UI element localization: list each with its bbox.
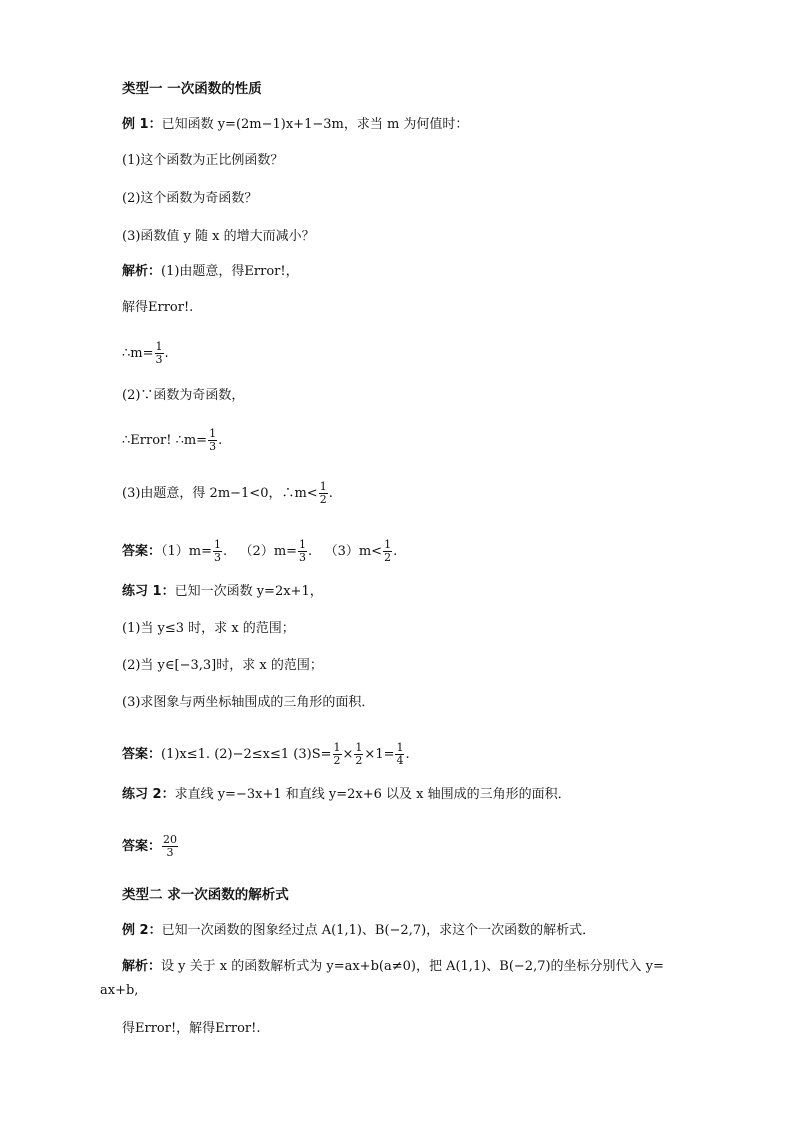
- practice2-answer: [122, 834, 179, 859]
- example2-solution-line2: ax+b,: [100, 983, 139, 998]
- answer-3: （3）m<: [324, 544, 383, 559]
- example1-label: 例 1：: [122, 117, 162, 132]
- answer-label: 答案：: [122, 747, 162, 762]
- example2-label: 例 2：: [122, 923, 162, 938]
- example1-solution-1c: ∴m= $\frac{1}{3}$ .: [122, 340, 169, 366]
- frac-num: 1: [155, 340, 163, 353]
- frac-den: 2: [384, 551, 392, 564]
- frac-num: 1: [209, 427, 217, 440]
- practice1-q3: (3)求图象与两坐标轴围成的三角形的面积．: [122, 695, 375, 710]
- solution-3-text: (3)由题意，得 2m−1<0，∴m<: [122, 486, 318, 501]
- practice2-label: 练习 2：: [122, 787, 175, 802]
- frac-den: 3: [209, 440, 217, 453]
- example2-text: 已知一次函数的图象经过点 A(1,1)、B(−2,7)，求这个一次函数的解析式．: [161, 923, 596, 938]
- frac-num: 1: [299, 538, 307, 551]
- example2-solution-text: 设 y 关于 x 的函数解析式为 y=ax+b(a≠0)，把 A(1,1)、B(−2,7)的坐标分别代入 y=: [161, 959, 664, 974]
- fraction-one-third: [208, 428, 217, 453]
- practice1-stem: [122, 583, 323, 601]
- fraction-twenty-thirds: [162, 834, 178, 859]
- practice1-answer-text: (1)x≤1. (2)−2≤x≤1 (3)S=: [161, 747, 332, 762]
- fraction-one-third: [298, 539, 307, 564]
- fraction-one-half: [354, 742, 363, 767]
- fraction-one-third: [155, 341, 164, 366]
- frac-num: 1: [384, 538, 392, 551]
- frac-den: 3: [299, 551, 307, 564]
- frac-num: 1: [355, 741, 363, 754]
- frac-num: 1: [333, 741, 341, 754]
- practice2-text: 求直线 y=−3x+1 和直线 y=2x+6 以及 x 轴围成的三角形的面积．: [174, 787, 571, 802]
- frac-den: 2: [333, 754, 341, 767]
- solution-2b-text: ∴Error! ∴m=: [122, 433, 208, 448]
- example2-stem: [122, 922, 595, 940]
- frac-den: 2: [319, 493, 327, 506]
- example1-solution-2a: (2)∵函数为奇函数，: [122, 388, 245, 403]
- frac-num: 1: [319, 480, 327, 493]
- practice1-label: 练习 1：: [122, 584, 175, 599]
- example1-q2: (2)这个函数为奇函数？: [122, 191, 258, 206]
- fraction-one-half: [333, 742, 342, 767]
- frac-den: 3: [155, 353, 163, 366]
- answer-1: （1）m=: [161, 544, 213, 559]
- fraction-one-half: [319, 481, 328, 506]
- practice2-stem: [122, 786, 571, 804]
- practice1-q1: (1)当 y≤3 时，求 x 的范围；: [122, 621, 295, 636]
- fraction-one-third: [213, 539, 222, 564]
- example1-stem: [122, 116, 468, 134]
- example1-text: 已知函数 y=(2m−1)x+1−3m，求当 m 为何值时：: [161, 117, 469, 132]
- practice1-q2: (2)当 y∈[−3,3]时，求 x 的范围；: [122, 658, 323, 673]
- frac-den: 3: [166, 846, 174, 859]
- solution-text: (1)由题意，得Error!，: [161, 264, 299, 279]
- solution-label: 解析：: [122, 264, 162, 279]
- answer-label: 答案：: [122, 839, 162, 854]
- frac-den: 2: [355, 754, 363, 767]
- example1-answer: 答案：（1）m= $\frac{1}{3}$ . （2）m= $\frac{1}{3}$ . （3）m< $\frac{1}{2}$ .: [122, 538, 398, 564]
- example1-solution-3: (3)由题意，得 2m−1<0，∴m< $\frac{1}{2}$ .: [122, 480, 333, 506]
- frac-den: 3: [214, 551, 222, 564]
- fraction-one-half: [383, 539, 392, 564]
- practice1-answer: 答案：(1)x≤1. (2)−2≤x≤1 (3)S= $\frac{1}{2}$ × $\frac{1}{2}$ ×1= $\frac{1}{4}$ .: [122, 741, 410, 767]
- frac-num: 1: [396, 741, 404, 754]
- solution-label: 解析：: [122, 959, 162, 974]
- frac-den: 4: [396, 754, 404, 767]
- example2-solution-line3: 得Error!，解得Error!.: [122, 1021, 261, 1036]
- frac-num: 20: [163, 833, 178, 846]
- example1-q1: (1)这个函数为正比例函数？: [122, 153, 284, 168]
- frac-num: 1: [214, 538, 222, 551]
- answer-label: 答案：: [122, 544, 162, 559]
- example1-q3: (3)函数值 y 随 x 的增大而减小？: [122, 229, 315, 244]
- fraction-one-fourth: [395, 742, 404, 767]
- example1-solution-1a: [122, 263, 299, 281]
- section2-title: 类型二 求一次函数的解析式: [122, 887, 289, 903]
- solution-1c-text: ∴m=: [122, 346, 154, 361]
- practice1-text: 已知一次函数 y=2x+1，: [174, 584, 323, 599]
- section1-title: 类型一 一次函数的性质: [122, 81, 262, 97]
- example2-solution-line1: [122, 958, 664, 976]
- example1-solution-2b: ∴Error! ∴m= $\frac{1}{3}$ .: [122, 427, 223, 453]
- example1-solution-1b: 解得Error!.: [122, 300, 194, 315]
- answer-2: （2）m=: [239, 544, 298, 559]
